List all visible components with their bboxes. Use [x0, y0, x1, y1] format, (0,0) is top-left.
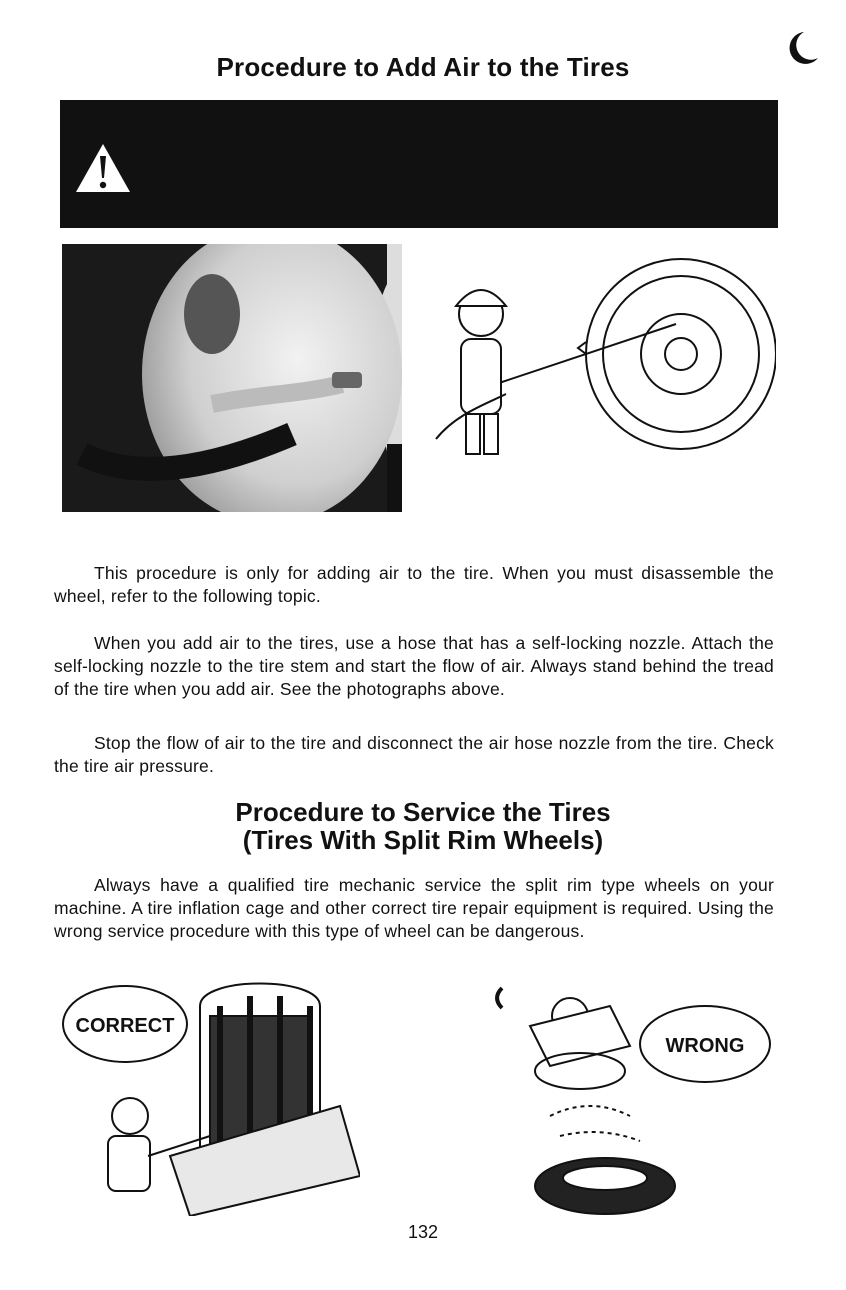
section-heading-line2: (Tires With Split Rim Wheels): [242, 825, 604, 855]
paragraph-intro: This procedure is only for adding air to the tire. When you must disassemble the wheel, refer to the following topic.: [54, 563, 774, 606]
paragraph-hose: When you add air to the tires, use a hose that has a self-locking nozzle. Attach the self-locking nozzle to the tire stem and start the flow of air. Always stand behind the tread of the tire when you add air. See the photographs above.: [54, 633, 774, 699]
section-heading-line1: Procedure to Service the Tires: [235, 797, 611, 827]
tire-stem-photo: [62, 244, 402, 512]
wrong-label: WRONG: [665, 1035, 745, 1057]
wrong-explosion-illustration: [490, 976, 780, 1216]
warning-text: [140, 100, 770, 215]
page-number: 132: [407, 1222, 439, 1242]
correct-label: CORRECT: [75, 1015, 175, 1037]
warning-body: The split rim type wheel on this machine can be dangerous. When you add air to the tire, always (1) stand behind the tread of the tire or (2) put the tire in a tire cage. The retaining ring and rim of the wheel can come off with an explosive force. You or a person in the area can receive a serious injury.: [140, 103, 768, 213]
warning-reference: 47-43-B: [705, 193, 770, 213]
worker-inflating-tire-illustration: [426, 244, 776, 474]
section-heading: [0, 798, 846, 854]
warning-label: WARNING:: [140, 103, 233, 123]
warning-triangle-icon: [74, 142, 132, 194]
paragraph-stop: Stop the flow of air to the tire and disconnect the air hose nozzle from the tire. Check the tire air pressure.: [54, 733, 774, 776]
correct-tire-cage-illustration: [60, 976, 360, 1216]
page-title: Procedure to Add Air to the Tires: [216, 52, 630, 82]
paragraph-service: Always have a qualified tire mechanic service the split rim type wheels on your machine. A tire inflation cage and other correct tire repair equipment is required. Using the wrong service procedure with this type of wheel can be dangerous.: [54, 875, 774, 941]
crescent-mark-icon: [780, 28, 820, 68]
